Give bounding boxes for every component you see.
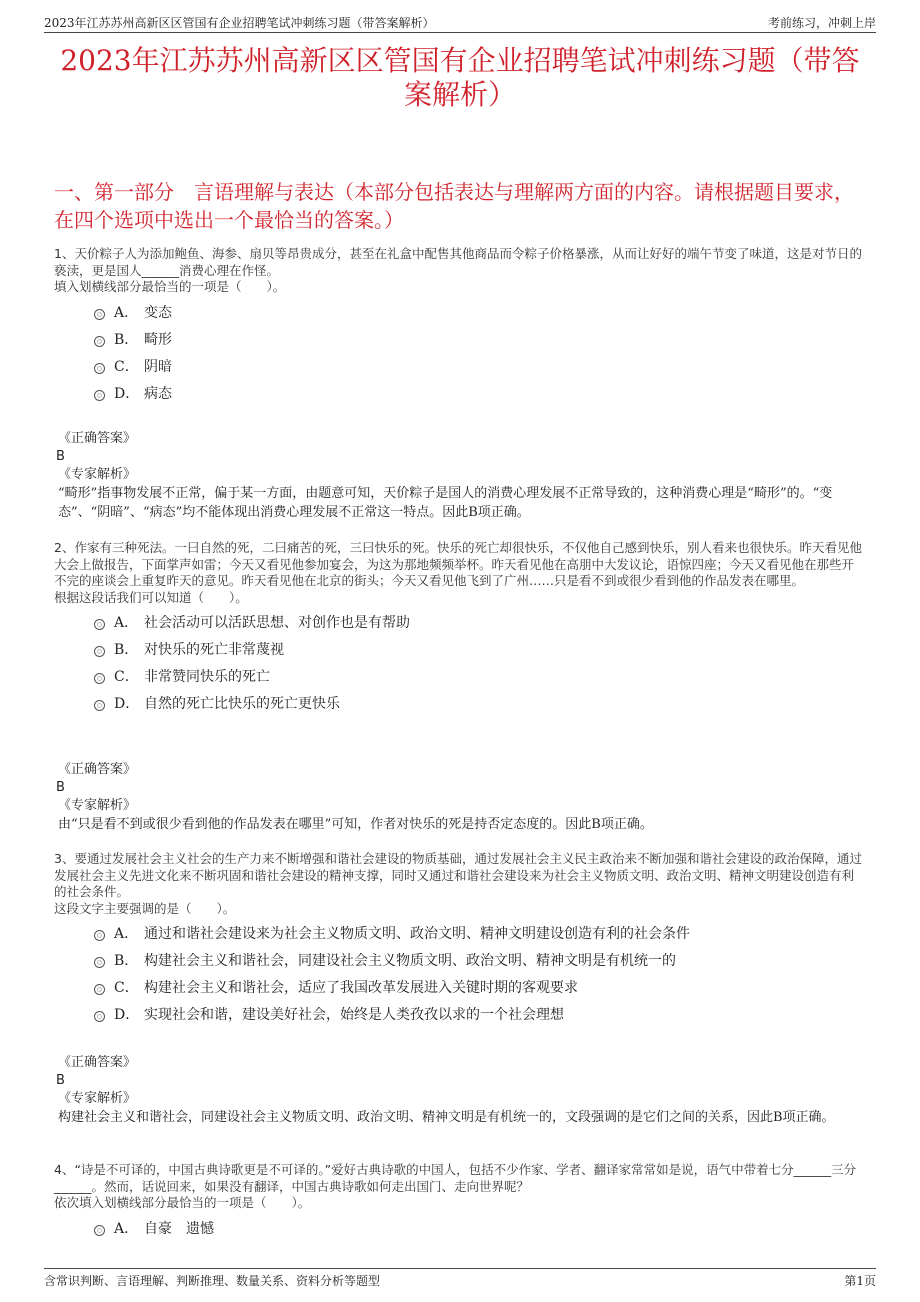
analysis-text: 构建社会主义和谐社会，同建设社会主义物质文明、政治文明、精神文明是有机统一的，文段强调的是它们之间的关系，因此B项正确。 xyxy=(58,1110,835,1125)
question-3 xyxy=(54,851,866,1029)
section-title: 一、第一部分 言语理解与表达（本部分包括表达与理解两方面的内容。请根据题目要求，在四个选项中选出一个最恰当的答案。） xyxy=(54,180,854,232)
option-b[interactable] xyxy=(54,327,866,354)
option-letter: C． xyxy=(114,980,139,996)
question-stem: 2、作家有三种死法。一曰自然的死，二曰痛苦的死，三曰快乐的死。快乐的死亡却很快乐，不仅他自己感到快乐，别人看来也很快乐。昨天看见他大会上做报告，下面掌声如雷；今天又看见他参加宴会，为这为那地频频举杯。昨天看见他在高朋中大发议论，语惊四座；今天又看见他在那些开不完的座谈会上重复昨天的意见。昨天看见他在北京的街头；今天又看见他飞到了广州……只是看不到或很少看到他的作品发表在哪里。 xyxy=(54,540,862,588)
question-4 xyxy=(54,1162,866,1243)
option-text: 自然的死亡比快乐的死亡更快乐 xyxy=(144,696,340,712)
option-text: 对快乐的死亡非常蔑视 xyxy=(144,642,284,658)
page-header xyxy=(44,12,876,33)
footer-description: 含常识判断、言语理解、判断推理、数量关系、资料分析等题型 xyxy=(44,1274,381,1288)
option-text: 通过和谐社会建设来为社会主义物质文明、政治文明、精神文明建设创造有利的社会条件 xyxy=(144,926,690,942)
option-letter: A． xyxy=(114,1220,139,1237)
radio-button[interactable] xyxy=(94,930,105,941)
question-prompt: 填入划横线部分最恰当的一项是（ ）。 xyxy=(54,279,286,294)
option-letter: A． xyxy=(114,304,139,321)
option-list xyxy=(54,921,866,1029)
option-letter: B． xyxy=(114,953,139,969)
question-prompt: 根据这段话我们可以知道（ ）。 xyxy=(54,589,248,605)
question-prompt: 依次填入划横线部分最恰当的一项是（ ）。 xyxy=(54,1195,311,1210)
option-list xyxy=(54,610,866,718)
question-stem: 3、要通过发展社会主义社会的生产力来不断增强和谐社会建设的物质基础，通过发展社会主义民主政治来不断加强和谐社会建设的政治保障，通过发展社会主义先进文化来不断巩固和谐社会建设的精神支撑，同时又通过和谐社会建设来为社会主义物质文明、政治文明、精神文明建设创造有利的社会条件。 xyxy=(54,851,862,899)
option-d[interactable] xyxy=(54,1002,866,1029)
radio-button[interactable] xyxy=(94,1225,105,1236)
option-text: 构建社会主义和谐社会，适应了我国改革发展进入关键时期的客观要求 xyxy=(144,980,578,996)
radio-button[interactable] xyxy=(94,700,105,711)
question-stem: 1、天价粽子人为添加鲍鱼、海参、扇贝等昂贵成分，甚至在礼盒中配售其他商品而令粽子价格暴涨，从而让好好的端午节变了味道，这是对节日的亵渎，更是国人______消费心理在作怪。 xyxy=(54,246,862,278)
option-list xyxy=(54,1216,866,1243)
radio-button[interactable] xyxy=(94,390,105,401)
option-letter: D． xyxy=(114,1007,140,1023)
radio-button[interactable] xyxy=(94,957,105,968)
option-letter: A． xyxy=(114,926,139,942)
option-letter: D． xyxy=(114,385,140,402)
option-text: 病态 xyxy=(144,385,172,402)
option-b[interactable] xyxy=(54,637,866,664)
question-1 xyxy=(54,246,866,408)
option-letter: B． xyxy=(114,331,139,348)
answer-value: B xyxy=(56,780,65,795)
radio-button[interactable] xyxy=(94,309,105,320)
option-letter: C． xyxy=(114,669,139,685)
option-letter: A． xyxy=(114,615,139,631)
page-number: 第1页 xyxy=(844,1274,876,1288)
option-text: 社会活动可以活跃思想、对创作也是有帮助 xyxy=(144,615,410,631)
option-a[interactable] xyxy=(54,1216,866,1243)
analysis-text: 由“只是看不到或很少看到他的作品发表在哪里”可知，作者对快乐的死是持否定态度的。因此B项正确。 xyxy=(58,817,653,832)
radio-button[interactable] xyxy=(94,673,105,684)
question-stem: 4、“诗是不可译的，中国古典诗歌更是不可译的。”爱好古典诗歌的中国人，包括不少作家、学者、翻译家常常如是说，语气中带着七分______三分______。然而，话说回来，如果没有翻译，中国古典诗歌如何走出国门、走向世界呢？ xyxy=(54,1162,857,1194)
option-c[interactable] xyxy=(54,664,866,691)
option-text: 自豪 遗憾 xyxy=(144,1220,214,1237)
option-b[interactable] xyxy=(54,948,866,975)
option-list xyxy=(54,300,866,408)
analysis-text: “畸形”指事物发展不正常，偏于某一方面，由题意可知，天价粽子是国人的消费心理发展不正常导致的，这种消费心理是“畸形”的。“变态”、“阴暗”、“病态”均不能体现出消费心理发展不正常这一特点。因此B项正确。 xyxy=(58,486,833,520)
radio-button[interactable] xyxy=(94,646,105,657)
analysis-label: 《专家解析》 xyxy=(58,467,137,482)
radio-button[interactable] xyxy=(94,984,105,995)
radio-button[interactable] xyxy=(94,619,105,630)
option-c[interactable] xyxy=(54,354,866,381)
answer-label: 《正确答案》 xyxy=(58,1055,137,1070)
answer-block-1 xyxy=(54,430,866,522)
question-2 xyxy=(54,540,866,718)
answer-label: 《正确答案》 xyxy=(58,762,137,777)
header-doc-title: 2023年江苏苏州高新区区管国有企业招聘笔试冲刺练习题（带答案解析） xyxy=(44,16,435,30)
answer-block-2 xyxy=(54,761,866,834)
option-text: 非常赞同快乐的死亡 xyxy=(144,669,270,685)
radio-button[interactable] xyxy=(94,336,105,347)
answer-value: B xyxy=(56,1073,65,1088)
answer-label: 《正确答案》 xyxy=(58,431,137,446)
option-text: 阴暗 xyxy=(144,358,172,375)
option-a[interactable] xyxy=(54,300,866,327)
option-text: 畸形 xyxy=(144,331,172,348)
option-d[interactable] xyxy=(54,381,866,408)
question-prompt: 这段文字主要强调的是（ ）。 xyxy=(54,900,236,916)
option-d[interactable] xyxy=(54,691,866,718)
option-a[interactable] xyxy=(54,921,866,948)
page-footer xyxy=(44,1268,876,1289)
answer-block-3 xyxy=(54,1054,866,1127)
analysis-label: 《专家解析》 xyxy=(58,798,137,813)
document-title: 2023年江苏苏州高新区区管国有企业招聘笔试冲刺练习题（带答案解析） xyxy=(60,44,860,111)
answer-value: B xyxy=(56,449,65,464)
option-letter: C． xyxy=(114,358,139,375)
option-a[interactable] xyxy=(54,610,866,637)
option-text: 变态 xyxy=(144,304,172,321)
option-letter: B． xyxy=(114,642,139,658)
radio-button[interactable] xyxy=(94,363,105,374)
option-text: 构建社会主义和谐社会，同建设社会主义物质文明、政治文明、精神文明是有机统一的 xyxy=(144,953,676,969)
radio-button[interactable] xyxy=(94,1011,105,1022)
header-slogan: 考前练习，冲刺上岸 xyxy=(767,16,876,30)
option-c[interactable] xyxy=(54,975,866,1002)
option-letter: D． xyxy=(114,696,140,712)
option-text: 实现社会和谐，建设美好社会，始终是人类孜孜以求的一个社会理想 xyxy=(144,1007,564,1023)
analysis-label: 《专家解析》 xyxy=(58,1091,137,1106)
